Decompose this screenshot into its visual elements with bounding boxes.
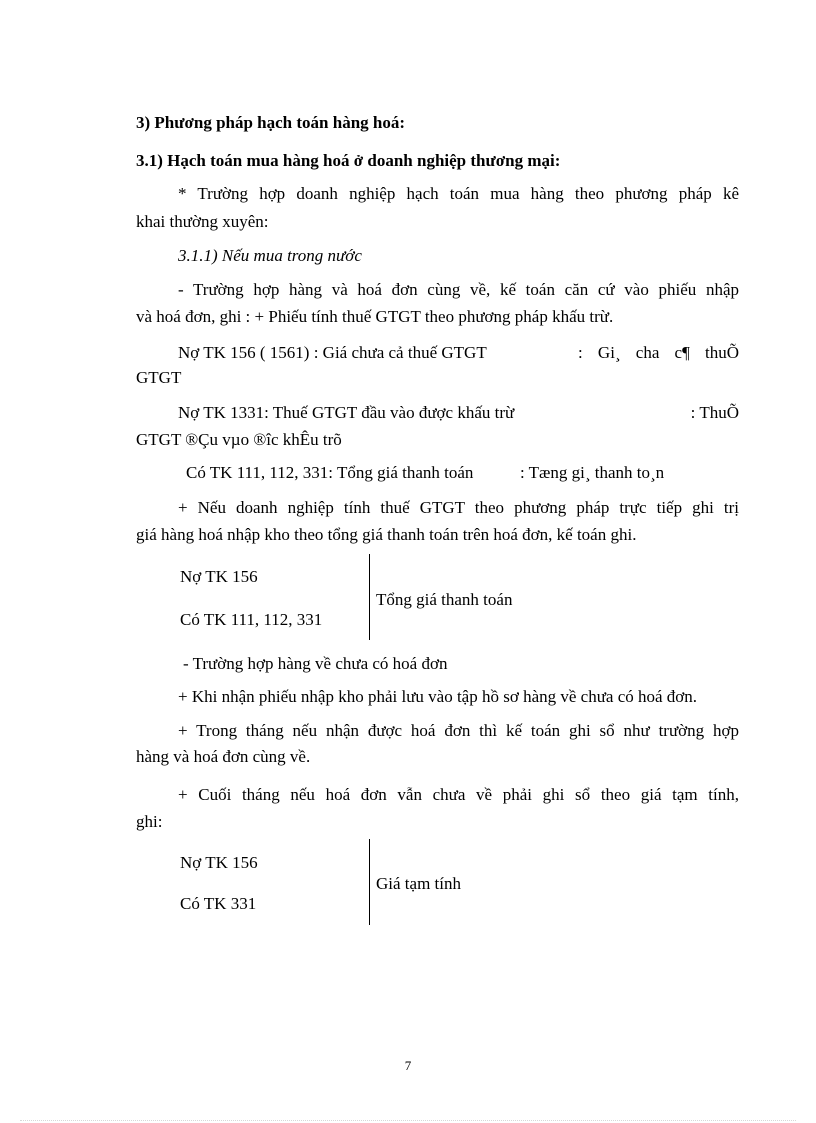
paragraph-case-line-1: * Trường hợp doanh nghiệp hạch toán mua hàng theo phương pháp kê xyxy=(178,184,739,203)
entry-debit-156-cont: GTGT xyxy=(136,368,182,387)
entry-debit-156: Nợ TK 156 ( 1561) : Giá chưa cả thuế GTGT xyxy=(178,343,487,362)
paragraph-3-line-1: + Nếu doanh nghiệp tính thuế GTGT theo phương pháp trực tiếp ghi trị xyxy=(178,498,739,517)
page-number: 7 xyxy=(404,1058,412,1073)
paragraph-2-line-2: và hoá đơn, ghi : + Phiếu tính thuế GTGT theo phương pháp khấu trừ. xyxy=(136,307,614,326)
entry-debit-1331-legacy: : ThuÕ xyxy=(690,403,739,422)
journal-box-2-label: Giá tạm tính xyxy=(376,874,461,893)
paragraph-7-line-2: ghi: xyxy=(136,812,163,831)
journal-box-2-divider xyxy=(369,839,370,925)
paragraph-3-line-2: giá hàng hoá nhập kho theo tổng giá thanh toán trên hoá đơn, kế toán ghi. xyxy=(136,525,637,544)
paragraph-2-line-1: - Trường hợp hàng và hoá đơn cùng về, kế toán căn cứ vào phiếu nhập xyxy=(178,280,739,299)
entry-credit-111: Có TK 111, 112, 331: Tổng giá thanh toán xyxy=(186,463,474,482)
journal-box-1-label: Tổng giá thanh toán xyxy=(376,590,513,609)
journal-box-1-divider xyxy=(369,554,370,640)
journal-box-2-debit: Nợ TK 156 xyxy=(180,853,258,872)
page-bottom-border xyxy=(20,1120,796,1121)
paragraph-5: + Khi nhận phiếu nhập kho phải lưu vào tập hồ sơ hàng về chưa có hoá đơn. xyxy=(178,687,698,706)
journal-box-1-debit: Nợ TK 156 xyxy=(180,567,258,586)
paragraph-6-line-2: hàng và hoá đơn cùng về. xyxy=(136,747,311,766)
heading-section-3-1-1: 3.1.1) Nếu mua trong nước xyxy=(178,246,362,265)
entry-debit-156-legacy: : Gi¸ cha c¶ thuÕ xyxy=(578,343,739,362)
paragraph-case-line-2: khai thường xuyên: xyxy=(136,212,269,231)
paragraph-7-line-1: + Cuối tháng nếu hoá đơn vẫn chưa về phải ghi sổ theo giá tạm tính, xyxy=(178,785,739,804)
entry-debit-1331: Nợ TK 1331: Thuế GTGT đầu vào được khấu trừ xyxy=(178,403,515,422)
heading-section-3-1: 3.1) Hạch toán mua hàng hoá ở doanh nghiệp thương mại: xyxy=(136,151,561,170)
heading-section-3: 3) Phương pháp hạch toán hàng hoá: xyxy=(136,113,406,132)
journal-box-1-credit: Có TK 111, 112, 331 xyxy=(180,610,323,629)
journal-box-2-credit: Có TK 331 xyxy=(180,894,257,913)
entry-credit-111-legacy: : Tæng gi¸ thanh to¸n xyxy=(520,463,665,482)
entry-debit-1331-cont: GTGT ®Çu vµo ®îc khÊu trõ xyxy=(136,430,342,449)
paragraph-4: - Trường hợp hàng về chưa có hoá đơn xyxy=(183,654,448,673)
paragraph-6-line-1: + Trong tháng nếu nhận được hoá đơn thì kế toán ghi sổ như trường hợp xyxy=(178,721,739,740)
